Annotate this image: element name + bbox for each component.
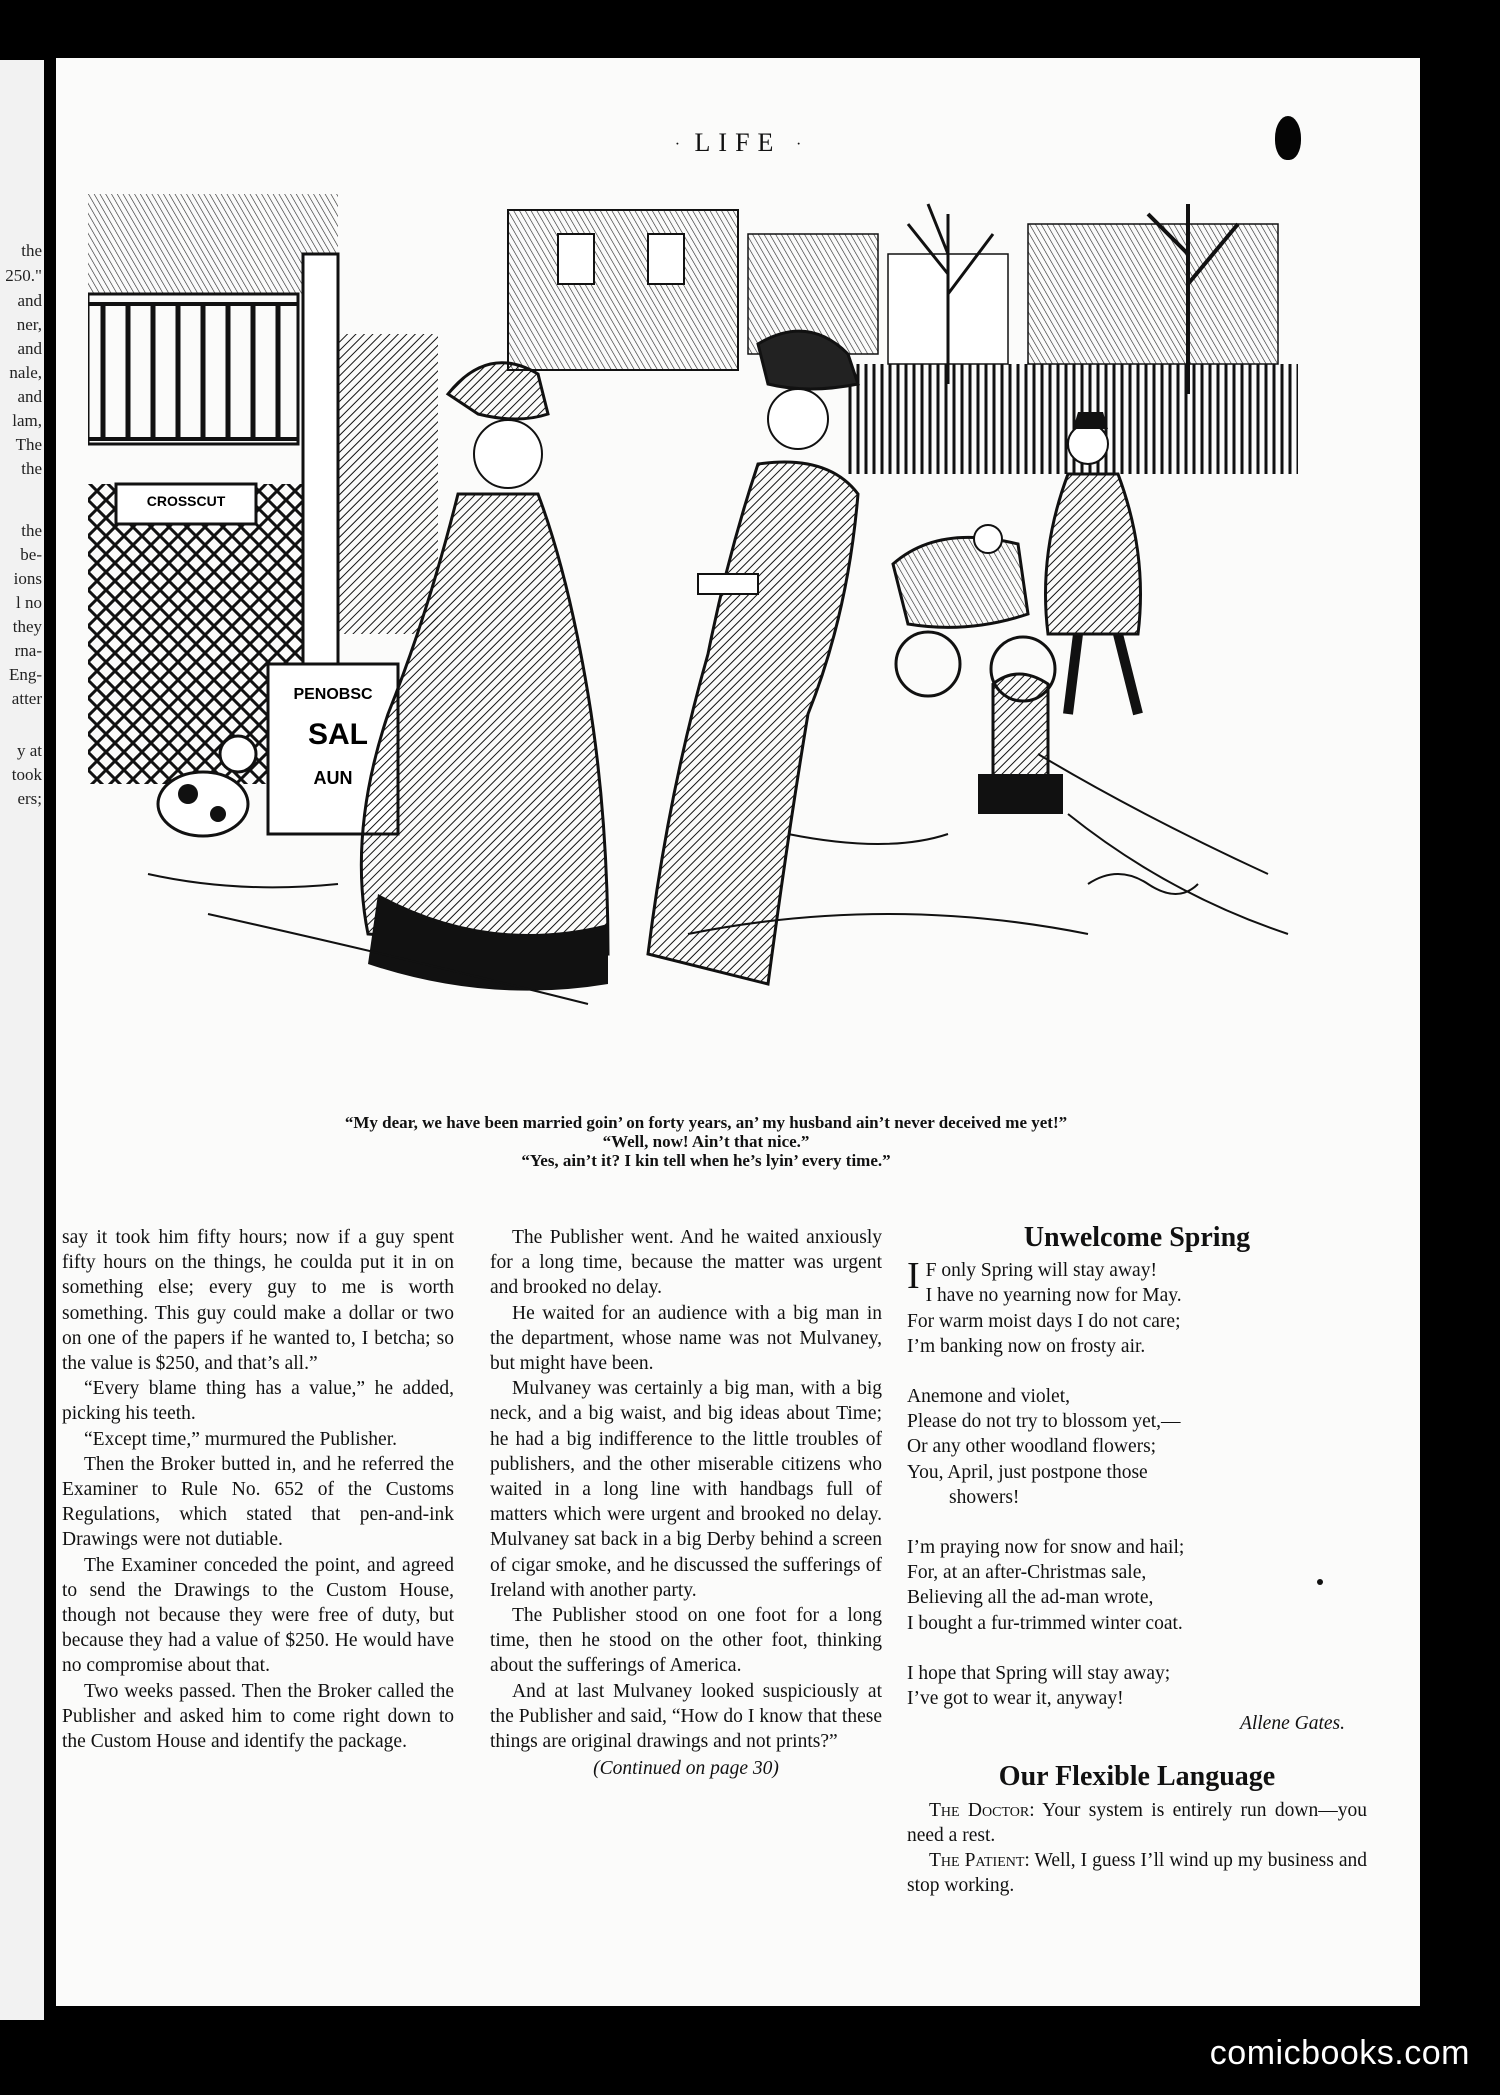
drop-cap: I <box>907 1255 920 1298</box>
adjacent-page-fragment: be- <box>20 545 42 564</box>
penobscot-sign-text: PENOBSC <box>293 686 373 703</box>
sale-sign-text: SAL <box>308 718 368 751</box>
poem-line: I have no yearning now for May. <box>925 1285 1182 1307</box>
doctor-line: Your system is entirely run down—you need a rest. <box>907 1799 1367 1846</box>
poem-stanza-1 <box>907 1255 1367 1359</box>
poem-author: Allene Gates. <box>1239 1713 1345 1735</box>
poem-line: For, at an after-Christmas sale, <box>907 1562 1147 1584</box>
poem-line: I hope that Spring will stay away; <box>907 1662 1171 1684</box>
adjacent-page-fragment: lam, <box>12 411 42 430</box>
adjacent-page-fragment: and <box>17 339 42 358</box>
page-header <box>56 128 1420 158</box>
column1-paragraph-5: The Examiner conceded the point, and agreed to send the Drawings to the Custom House, though not because they were free of duty, but because they had a value of $250. He would have no compromise about that. <box>62 1554 454 1677</box>
adjacent-page-fragment: l no <box>16 593 42 612</box>
doctor-label: The Doctor: <box>929 1799 1035 1821</box>
adjacent-page-fragment: the <box>21 241 42 260</box>
joke-title: Our Flexible Language <box>998 1761 1276 1793</box>
crosscut-sign-text: CROSSCUT <box>146 493 226 509</box>
poem-stanza-3 <box>907 1535 1367 1636</box>
poem-line: Anemone and violet, <box>907 1386 1070 1408</box>
header-dot-right: · <box>795 136 802 154</box>
ink-blot-mark <box>1275 116 1301 160</box>
cartoon-illustration <box>88 194 1298 1074</box>
adjacent-page-fragment: ions <box>13 569 42 588</box>
column2-paragraph-2: He waited for an audience with a big man in the department, whose name was not Mulvaney, but might have been. <box>490 1302 882 1375</box>
adjacent-page-fragment: nale, <box>9 363 42 382</box>
patient-line: Well, I guess I’ll wind up my business and stop working. <box>907 1850 1367 1897</box>
column2-paragraph-4: The Publisher stood on one foot for a long time, then he stood on the other foot, thinking about the sufferings of America. <box>490 1605 882 1677</box>
adjacent-page-fragment: rna- <box>14 641 42 660</box>
adjacent-page-fragment: ers; <box>17 789 42 808</box>
magazine-page <box>56 58 1420 2006</box>
adjacent-page-fragment: y at <box>16 741 42 760</box>
column2-paragraph-5: And at last Mulvaney looked suspiciously at the Publisher and said, “How do I know that these things are original drawings and not prints?” <box>490 1680 882 1753</box>
poem-stanza-2 <box>907 1384 1367 1510</box>
column1-paragraph-6: Two weeks passed. Then the Broker called the Publisher and asked him to come right down to the Custom House and identify the package. <box>62 1680 454 1753</box>
column1-paragraph-1: say it took him fifty hours; now if a guy spent fifty hours on the things, he coulda put it in on something else; every guy to me is worth something. This guy could make a dollar or two on one of the papers if he wanted to, I betcha; so the value is $250, and that’s all.” <box>62 1227 454 1375</box>
poem-line: For warm moist days I do not care; <box>907 1310 1181 1332</box>
poem-line: F only Spring will stay away! <box>925 1260 1157 1282</box>
magazine-title: LIFE <box>694 128 782 157</box>
poem-line: I bought a fur-trimmed winter coat. <box>907 1612 1183 1634</box>
auction-sign-text: AUN <box>313 768 353 788</box>
poem-line: I’m banking now on frosty air. <box>907 1335 1146 1357</box>
column1-paragraph-3: “Except time,” murmured the Publisher. <box>84 1428 397 1450</box>
poem-stanza-4 <box>907 1661 1367 1737</box>
caption-line-3: “Yes, ain’t it? I kin tell when he’s lyin’ every time.” <box>521 1151 891 1170</box>
patient-label: The Patient: <box>929 1850 1030 1872</box>
poem-line: showers! <box>949 1486 1020 1508</box>
column2-paragraph-3: Mulvaney was certainly a big man, with a big neck, and a big waist, and big ideas about Time; he had a big indifference to the little troubles of publishers, and the other miserable citizens who waited in a long line with handbags full of matters which were urgent and brooked no delay. Mulvaney sat back in a big Derby behind a screen of cigar smoke, and he discussed the sufferings of Ireland with another party. <box>490 1378 882 1601</box>
caption-line-2: “Well, now! Ain’t that nice.” <box>602 1132 810 1151</box>
adjacent-page-fragment: they <box>12 617 42 636</box>
adjacent-page-fragment: and <box>17 387 42 406</box>
continued-on-page: (Continued on page 30) <box>593 1758 779 1780</box>
poem-line: Or any other woodland flowers; <box>907 1436 1157 1458</box>
poem-line: Please do not try to blossom yet,— <box>907 1411 1181 1433</box>
poem-line: I’ve got to wear it, anyway! <box>907 1688 1124 1710</box>
poem-line: I’m praying now for snow and hail; <box>907 1537 1185 1559</box>
adjacent-page-fragment: 250." <box>5 266 42 285</box>
adjacent-page-fragment: took <box>11 765 42 784</box>
adjacent-page-fragment: atter <box>11 689 42 708</box>
adjacent-page-strip <box>0 60 44 2020</box>
article-column-2 <box>490 1225 882 1781</box>
poem-title: Unwelcome Spring <box>1023 1222 1251 1253</box>
adjacent-page-fragment: and <box>17 291 42 310</box>
header-dot-left: · <box>674 136 681 154</box>
adjacent-page-fragment: the <box>21 521 42 540</box>
adjacent-page-fragment: ner, <box>16 315 42 334</box>
poem-and-joke-column <box>907 1222 1367 1898</box>
adjacent-page-fragment: the <box>21 459 42 478</box>
column2-paragraph-1: The Publisher went. And he waited anxiously for a long time, because the matter was urgent and brooked no delay. <box>490 1227 882 1299</box>
adjacent-page-fragment: Eng- <box>8 665 42 684</box>
joke-dialog <box>907 1798 1367 1899</box>
column1-paragraph-2: “Every blame thing has a value,” he added, picking his teeth. <box>62 1378 454 1425</box>
poem-line: Believing all the ad-man wrote, <box>907 1587 1154 1609</box>
stray-ink-dot <box>1317 1579 1323 1585</box>
adjacent-page-fragment: The <box>15 435 42 454</box>
caption-line-1: “My dear, we have been married goin’ on forty years, an’ my husband ain’t never deceived me yet!” <box>344 1113 1068 1132</box>
poem-line: You, April, just postpone those <box>907 1461 1148 1483</box>
watermark-text: comicbooks.com <box>1209 2034 1470 2072</box>
article-column-1 <box>62 1225 454 1754</box>
column1-paragraph-4: Then the Broker butted in, and he referred the Examiner to Rule No. 652 of the Customs Regulations, which stated that pen-and-ink Drawings were not dutiable. <box>62 1453 454 1551</box>
cartoon-caption <box>136 1113 1276 1170</box>
